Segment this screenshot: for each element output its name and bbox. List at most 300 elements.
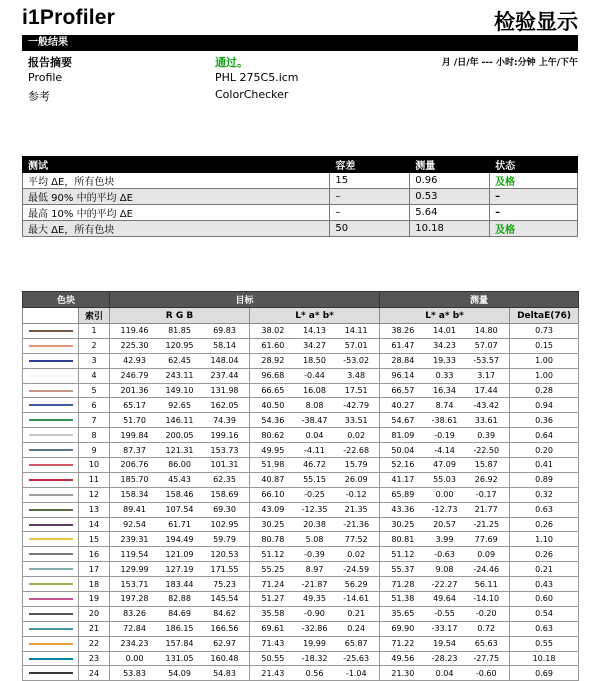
target-rgb (110, 621, 250, 636)
measured-b: -22.50 (473, 445, 500, 455)
rgb-g: 121.31 (165, 445, 194, 455)
measured-lab (380, 338, 510, 353)
rgb-b: 166.56 (210, 624, 239, 634)
target-l: 51.27 (261, 594, 285, 604)
stat-status: – (490, 205, 578, 221)
target-lab (250, 532, 380, 547)
measured-a: -38.61 (431, 415, 458, 425)
target-rgb (110, 413, 250, 428)
patch-index: 5 (79, 383, 110, 398)
measured-l: 61.47 (391, 341, 415, 351)
target-rgb (110, 443, 250, 458)
patch-color-line (29, 464, 73, 466)
measured-l: 30.25 (391, 520, 415, 530)
target-l: 69.61 (261, 624, 285, 634)
patch-index: 2 (79, 338, 110, 353)
patch-row (23, 338, 579, 353)
measured-b: -27.75 (473, 654, 500, 664)
measured-l: 96.14 (391, 371, 415, 381)
target-lab (250, 651, 380, 666)
measured-b: 57.07 (474, 341, 498, 351)
target-rgb (110, 636, 250, 651)
patch-swatch (23, 502, 79, 517)
reference-label: 参考 (28, 90, 50, 103)
reference-value: ColorChecker (215, 88, 289, 101)
measured-l: 41.17 (391, 475, 415, 485)
target-a: -4.11 (304, 445, 325, 455)
measured-l: 71.22 (391, 639, 415, 649)
patch-color-line (29, 360, 73, 362)
patch-index: 13 (79, 502, 110, 517)
measured-a: -4.14 (434, 445, 455, 455)
measured-a: 9.08 (435, 564, 454, 574)
measured-b: -0.20 (475, 609, 497, 619)
target-b: 15.79 (344, 460, 368, 470)
rgb-b: 158.69 (210, 490, 239, 500)
measured-a: 3.99 (435, 534, 454, 544)
patch-index: 16 (79, 547, 110, 562)
measured-lab (380, 636, 510, 651)
rgb-b: 131.98 (210, 386, 239, 395)
target-lab (250, 636, 380, 651)
stat-measured: 5.64 (410, 205, 490, 221)
patch-swatch (23, 353, 79, 368)
stat-status: 及格 (490, 173, 578, 189)
patch-index: 7 (79, 413, 110, 428)
patch-swatch (23, 592, 79, 607)
target-b: -22.68 (343, 445, 370, 455)
delta-e: 0.26 (510, 517, 579, 532)
patch-color-line (29, 672, 73, 674)
target-l: 66.65 (261, 386, 285, 395)
measured-lab (380, 651, 510, 666)
patch-color-line (29, 613, 73, 615)
target-rgb (110, 592, 250, 607)
profile-label: Profile (28, 71, 63, 84)
rgb-g: 157.84 (165, 639, 194, 649)
rgb-r: 201.36 (120, 386, 149, 395)
measured-l: 38.26 (391, 326, 415, 336)
measured-a: -22.27 (431, 579, 458, 589)
patch-swatch (23, 562, 79, 577)
patch-index: 17 (79, 562, 110, 577)
rgb-r: 129.99 (120, 564, 149, 574)
rgb-r: 72.84 (123, 624, 146, 634)
delta-e: 0.32 (510, 487, 579, 502)
target-l: 71.43 (261, 639, 285, 649)
report-summary-value: 通过。 (215, 56, 248, 69)
measured-lab (380, 368, 510, 383)
measured-lab (380, 532, 510, 547)
target-lab (250, 398, 380, 413)
measured-lab (380, 517, 510, 532)
patch-row (23, 502, 579, 517)
patch-swatch (23, 324, 79, 339)
target-rgb (110, 606, 250, 621)
patch-index: 12 (79, 487, 110, 502)
target-a: 20.38 (303, 520, 326, 530)
stat-test: 平均 ΔE，所有色块 (23, 173, 330, 189)
measured-b: 21.77 (474, 505, 498, 515)
statistics-row (23, 189, 578, 205)
measured-l: 55.37 (391, 564, 415, 574)
target-l: 96.68 (261, 371, 285, 381)
measured-b: 77.69 (474, 534, 498, 544)
measured-a: 47.09 (433, 460, 456, 470)
rgb-r: 119.46 (120, 326, 149, 336)
measured-b: 14.80 (474, 326, 498, 336)
stat-test: 最大 ΔE，所有色块 (23, 221, 330, 237)
target-a: 18.50 (303, 356, 326, 366)
patch-color-line (29, 375, 73, 377)
rgb-b: 145.54 (210, 594, 239, 604)
target-lab (250, 517, 380, 532)
statistics-row (23, 221, 578, 237)
measured-a: 0.33 (435, 371, 454, 381)
patch-swatch (23, 428, 79, 443)
patch-color-line (29, 494, 73, 496)
patch-color-line (29, 479, 73, 481)
patch-row (23, 383, 579, 398)
measured-b: 3.17 (477, 371, 496, 381)
measured-b: 0.72 (477, 624, 496, 634)
target-rgb (110, 338, 250, 353)
target-b: -21.36 (343, 520, 370, 530)
measured-lab (380, 577, 510, 592)
rgb-r: 89.41 (123, 505, 146, 515)
rgb-r: 65.17 (123, 400, 146, 410)
delta-e: 0.63 (510, 621, 579, 636)
rgb-r: 53.83 (123, 668, 146, 678)
target-l: 54.36 (261, 415, 285, 425)
patch-color-line (29, 330, 73, 332)
measured-lab (380, 487, 510, 502)
target-a: -18.32 (301, 654, 328, 664)
target-a: -0.44 (304, 371, 325, 381)
delta-e: 0.73 (510, 324, 579, 339)
target-lab (250, 472, 380, 487)
rgb-r: 239.31 (120, 534, 149, 544)
delta-e: 10.18 (510, 651, 579, 666)
patch-swatch (23, 383, 79, 398)
target-rgb (110, 324, 250, 339)
measured-a: 14.01 (433, 326, 456, 336)
target-lab (250, 502, 380, 517)
target-b: -24.59 (343, 564, 370, 574)
target-rgb (110, 666, 250, 681)
patch-swatch (23, 398, 79, 413)
patch-index: 21 (79, 621, 110, 636)
rgb-r: 158.34 (120, 490, 149, 500)
report-summary-label: 报告摘要 (28, 56, 72, 69)
target-a: 46.72 (303, 460, 326, 470)
profile-value: PHL 275C5.icm (215, 71, 299, 84)
rgb-g: 81.85 (168, 326, 191, 336)
rgb-g: 54.09 (168, 668, 191, 678)
rgb-r: 87.37 (123, 445, 146, 455)
patch-index: 19 (79, 592, 110, 607)
target-rgb (110, 368, 250, 383)
rgb-b: 74.39 (213, 415, 236, 425)
measured-a: 0.04 (435, 668, 454, 678)
measured-lab (380, 324, 510, 339)
stat-measured: 0.96 (410, 173, 490, 189)
target-b: 77.52 (344, 534, 368, 544)
measured-lab (380, 562, 510, 577)
measured-b: 33.61 (474, 415, 498, 425)
statistics-row (23, 173, 578, 189)
stat-measured: 10.18 (410, 221, 490, 237)
target-rgb (110, 487, 250, 502)
patch-row (23, 324, 579, 339)
delta-e: 1.00 (510, 368, 579, 383)
target-a: 49.35 (303, 594, 326, 604)
target-b: 17.51 (344, 386, 368, 395)
rgb-b: 102.95 (210, 520, 239, 530)
target-rgb (110, 517, 250, 532)
datetime-format: 月 /日/年 --- 小时:分钟 上午/下午 (441, 58, 578, 68)
rgb-r: 51.70 (123, 415, 146, 425)
rgb-g: 107.54 (165, 505, 194, 515)
patch-index: 8 (79, 428, 110, 443)
patch-swatch (23, 651, 79, 666)
patch-swatch (23, 636, 79, 651)
patch-swatch (23, 368, 79, 383)
target-l: 61.60 (261, 341, 285, 351)
measurement-table (22, 291, 579, 681)
patch-row (23, 592, 579, 607)
rgb-b: 62.97 (213, 639, 236, 649)
patch-color-line (29, 449, 73, 451)
patch-color-line (29, 553, 73, 555)
patch-swatch (23, 547, 79, 562)
patch-row (23, 547, 579, 562)
patch-swatch (23, 532, 79, 547)
patch-row (23, 562, 579, 577)
target-a: 14.13 (303, 326, 326, 336)
measured-l: 66.57 (391, 386, 415, 395)
rgb-b: 58.14 (213, 341, 236, 351)
measured-l: 54.67 (391, 415, 415, 425)
target-b: 26.09 (344, 475, 368, 485)
measured-a: -12.73 (431, 505, 458, 515)
measured-lab (380, 428, 510, 443)
target-l: 30.25 (261, 520, 285, 530)
measured-lab (380, 413, 510, 428)
col-measured: 测量 (410, 157, 490, 173)
delta-e: 0.20 (510, 443, 579, 458)
target-l: 49.95 (261, 445, 285, 455)
measured-b: -21.25 (473, 520, 500, 530)
rgb-r: 234.23 (120, 639, 149, 649)
statistics-table (22, 156, 578, 237)
patch-color-line (29, 568, 73, 570)
measured-b: -24.46 (473, 564, 500, 574)
measured-a: 8.74 (435, 400, 454, 410)
target-l: 55.25 (261, 564, 285, 574)
target-rgb (110, 428, 250, 443)
delta-e: 0.54 (510, 606, 579, 621)
target-a: 0.56 (305, 668, 324, 678)
delta-e: 0.41 (510, 458, 579, 473)
stat-status: 及格 (490, 221, 578, 237)
stat-tolerance: 15 (330, 173, 410, 189)
measured-b: 56.11 (474, 579, 498, 589)
patch-index: 6 (79, 398, 110, 413)
target-lab (250, 666, 380, 681)
measured-l: 69.90 (391, 624, 415, 634)
patch-swatch (23, 472, 79, 487)
patch-row (23, 428, 579, 443)
patch-index: 18 (79, 577, 110, 592)
rgb-b: 62.35 (213, 475, 236, 485)
target-b: 0.02 (347, 430, 366, 440)
target-l: 66.10 (261, 490, 285, 500)
measured-lab (380, 592, 510, 607)
patch-color-line (29, 583, 73, 585)
rgb-r: 199.84 (120, 430, 149, 440)
target-l: 35.58 (261, 609, 285, 619)
target-a: 34.27 (303, 341, 326, 351)
target-a: -12.35 (301, 505, 328, 515)
rgb-r: 246.79 (120, 371, 149, 381)
rgb-g: 194.49 (165, 534, 194, 544)
target-l: 50.55 (261, 654, 285, 664)
target-a: -21.87 (301, 579, 328, 589)
measured-b: 17.44 (474, 386, 498, 395)
col-test: 测试 (23, 157, 330, 173)
measured-b: -0.17 (475, 490, 497, 500)
patch-color-line (29, 598, 73, 600)
target-a: -0.90 (304, 609, 325, 619)
target-l: 51.12 (261, 549, 285, 559)
patch-index: 23 (79, 651, 110, 666)
delta-e: 0.94 (510, 398, 579, 413)
delta-e: 0.21 (510, 562, 579, 577)
delta-e: 0.36 (510, 413, 579, 428)
delta-e: 0.43 (510, 577, 579, 592)
measured-l: 71.28 (391, 579, 415, 589)
target-l: 80.62 (261, 430, 285, 440)
rgb-g: 149.10 (165, 386, 194, 395)
rgb-g: 62.45 (168, 356, 191, 366)
rgb-g: 158.46 (165, 490, 194, 500)
measured-a: 49.64 (433, 594, 456, 604)
col-rgb: R G B (110, 308, 250, 324)
measured-a: 16.34 (433, 386, 456, 395)
measured-l: 52.16 (391, 460, 415, 470)
patch-index: 3 (79, 353, 110, 368)
rgb-r: 206.76 (120, 460, 149, 470)
measured-l: 40.27 (391, 400, 415, 410)
measured-lab (380, 353, 510, 368)
stat-tolerance: 50 (330, 221, 410, 237)
target-a: -0.25 (304, 490, 325, 500)
rgb-b: 59.79 (213, 534, 236, 544)
stat-status: – (490, 189, 578, 205)
measured-lab (380, 606, 510, 621)
patch-swatch (23, 517, 79, 532)
target-lab (250, 413, 380, 428)
patch-index: 1 (79, 324, 110, 339)
rgb-r: 119.54 (120, 549, 149, 559)
rgb-b: 148.04 (210, 356, 239, 366)
target-l: 28.92 (261, 356, 285, 366)
patch-color-line (29, 628, 73, 630)
delta-e: 0.28 (510, 383, 579, 398)
measured-a: 34.23 (433, 341, 456, 351)
target-l: 38.02 (261, 326, 285, 336)
measured-a: 19.33 (433, 356, 456, 366)
measured-lab (380, 547, 510, 562)
patch-swatch (23, 666, 79, 681)
rgb-g: 146.11 (165, 415, 194, 425)
group-patch: 色块 (23, 292, 110, 308)
target-b: -42.79 (343, 400, 370, 410)
measured-lab (380, 502, 510, 517)
patch-swatch (23, 458, 79, 473)
target-a: 8.97 (305, 564, 324, 574)
rgb-g: 121.09 (165, 549, 194, 559)
rgb-b: 54.83 (213, 668, 236, 678)
delta-e: 0.89 (510, 472, 579, 487)
target-lab (250, 458, 380, 473)
rgb-b: 171.55 (210, 564, 239, 574)
col-index: 索引 (79, 308, 110, 324)
target-l: 40.50 (261, 400, 285, 410)
measured-b: -53.57 (473, 356, 500, 366)
stat-tolerance: – (330, 189, 410, 205)
measured-b: 0.09 (477, 549, 496, 559)
measured-l: 49.56 (391, 654, 415, 664)
measured-lab (380, 398, 510, 413)
rgb-g: 120.95 (165, 341, 194, 351)
target-l: 21.43 (261, 668, 285, 678)
measured-b: 0.39 (477, 430, 496, 440)
rgb-r: 225.30 (120, 341, 149, 351)
delta-e: 0.69 (510, 666, 579, 681)
measured-a: 20.57 (433, 520, 456, 530)
delta-e: 1.00 (510, 353, 579, 368)
measured-lab (380, 472, 510, 487)
measured-lab (380, 621, 510, 636)
rgb-g: 92.65 (168, 400, 191, 410)
rgb-r: 185.70 (120, 475, 149, 485)
measured-b: 65.63 (474, 639, 498, 649)
measured-a: -0.63 (434, 549, 455, 559)
statistics-row (23, 205, 578, 221)
rgb-g: 45.43 (168, 475, 191, 485)
rgb-g: 186.15 (165, 624, 194, 634)
stat-test: 最高 10% 中的平均 ΔE (23, 205, 330, 221)
measured-a: 55.03 (433, 475, 456, 485)
measured-l: 51.38 (391, 594, 415, 604)
target-rgb (110, 353, 250, 368)
patch-row (23, 636, 579, 651)
patch-color-line (29, 643, 73, 645)
target-lab (250, 547, 380, 562)
target-b: 0.24 (347, 624, 366, 634)
rgb-r: 92.54 (123, 520, 146, 530)
rgb-g: 86.00 (168, 460, 191, 470)
patch-index: 15 (79, 532, 110, 547)
patch-swatch (23, 413, 79, 428)
rgb-b: 160.48 (210, 654, 239, 664)
col-target-lab: L* a* b* (250, 308, 380, 324)
measured-lab (380, 383, 510, 398)
target-rgb (110, 398, 250, 413)
patch-index: 11 (79, 472, 110, 487)
